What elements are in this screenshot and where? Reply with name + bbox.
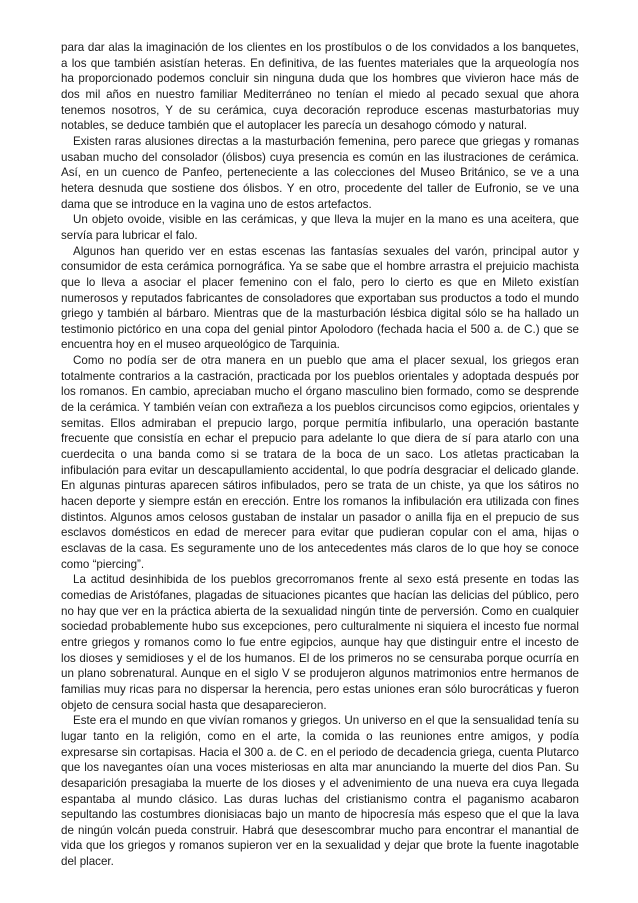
paragraph-5: Como no podía ser de otra manera en un pueblo que ama el placer sexual, los griegos eran totalmente contrarios a la castración, practicada por los pueblos orientales y adoptada después por los romanos. En cambio, apreciaban mucho el órgano masculino bien formado, como se desprende de la cerámica. Y también veían con extrañeza a los pueblos circuncisos como egipcios, orientales y semitas. Ellos admiraban el prepucio largo, porque permitía infibularlo, una operación bastante frecuente que consistía en echar el prepucio para adelante lo que diera de sí para atarlo con una cuerdecita o una banda como si se tratara de la boca de un saco. Los atletas practicaban la infibulación para evitar un descapullamiento accidental, lo que podría desgraciar el delicado glande. En algunas pinturas aparecen sátiros infibulados, pero se trata de un chiste, ya que los sátiros no hacen deporte y siempre están en erección. Entre los romanos la infibulación era utilizada con fines distintos. Algunos amos celosos gustaban de instalar un pasador o anilla fija en el prepucio de sus esclavos domésticos en edad de merecer para evitar que pudieran copular con el ama, hijas o esclavas de la casa. Es seguramente uno de los antecedentes más claros de lo que hoy se conoce como “piercing”. [61, 354, 579, 571]
paragraph-4: Algunos han querido ver en estas escenas las fantasías sexuales del varón, principal autor y consumidor de esta cerámica pornográfica. Ya se sabe que el hombre arrastra el prejuicio machista que lo lleva a asociar el placer femenino con el falo, pero lo cierto es que en Mileto existían numerosos y reputados fabricantes de consoladores que exportaban sus productos a todo el mundo griego y también al bárbaro. Mientras que de la masturbación lésbica digital sólo se ha hallado un testimonio pictórico en una copa del genial pintor Apolodoro (fechada hacia el 500 a. de C.) que se encuentra hoy en el museo arqueológico de Tarquinia. [61, 244, 579, 352]
document-page [61, 40, 579, 870]
paragraph-1: para dar alas la imaginación de los clientes en los prostíbulos o de los convidados a los banquetes, a los que también asistían heteras. En definitiva, de las fuentes materiales que la arqueología nos ha proporcionado podemos concluir sin ninguna duda que los hombres que vivieron hace más de dos mil años en nuestro familiar Mediterráneo no tenían el miedo al pecado sexual que ahora tenemos nosotros, Y de su cerámica, cuya decoración reproduce escenas masturbatorias muy notables, se deduce también que el autoplacer les parecía un desahogo cómodo y natural. [61, 41, 579, 133]
paragraph-7: Este era el mundo en que vivían romanos y griegos. Un universo en el que la sensualidad tenía su lugar tanto en la religión, como en el arte, la comida o las reuniones entre amigos, y podía expresarse sin cortapisas. Hacia el 300 a. de C. en el periodo de decadencia griega, cuenta Plutarco que los navegantes oían una voces misteriosas en alta mar anunciando la muerte del dios Pan. Su desaparición presagiaba la muerte de los dioses y el advenimiento de una nueva era cuya llegada espantaba al mundo clásico. Las duras luchas del cristianismo contra el paganismo acabaron sepultando las costumbres dionisiacas bajo un manto de hipocresía más espeso que el que la lava de ningún volcán pueda construir. Habrá que desescombrar mucho para encontrar el manantial de vida que los griegos y romanos supieron ver en la sexualidad y dejar que brote la fuente inagotable del placer. [61, 714, 579, 869]
paragraph-3: Un objeto ovoide, visible en las cerámicas, y que lleva la mujer en la mano es una aceitera, que servía para lubricar el falo. [61, 213, 579, 242]
paragraph-2: Existen raras alusiones directas a la masturbación femenina, pero parece que griegas y romanas usaban mucho del consolador (ólisbos) cuya presencia es común en las ilustraciones de cerámica. Así, en un cuenco de Panfeo, perteneciente a las colecciones del Museo Británico, se ve a una hetera desnuda que sostiene dos ólisbos. Y en otro, procedente del taller de Eufronio, se ve una dama que se introduce en la vagina uno de estos artefactos. [61, 134, 579, 211]
paragraph-6: La actitud desinhibida de los pueblos grecorromanos frente al sexo está presente en todas las comedias de Aristófanes, plagadas de situaciones picantes que hacían las delicias del público, pero no hay que ver en la práctica abierta de la sexualidad ningún tinte de perversión. Como en cualquier sociedad probablemente hubo sus excepciones, pero culturalmente ni siquiera el incesto fue normal entre griegos y romanos como lo fue entre egipcios, aunque hay que distinguir entre el incesto de los dioses y semidioses y el de los humanos. El de los primeros no se censuraba porque ocurría en un plano sobrenatural. Aunque en el siglo V se produjeron algunos matrimonios entre hermanos de familias muy ricas para no dispersar la herencia, pero estas uniones eran sólo burocráticas y fueron objeto de censura social hasta que desaparecieron. [61, 573, 579, 712]
